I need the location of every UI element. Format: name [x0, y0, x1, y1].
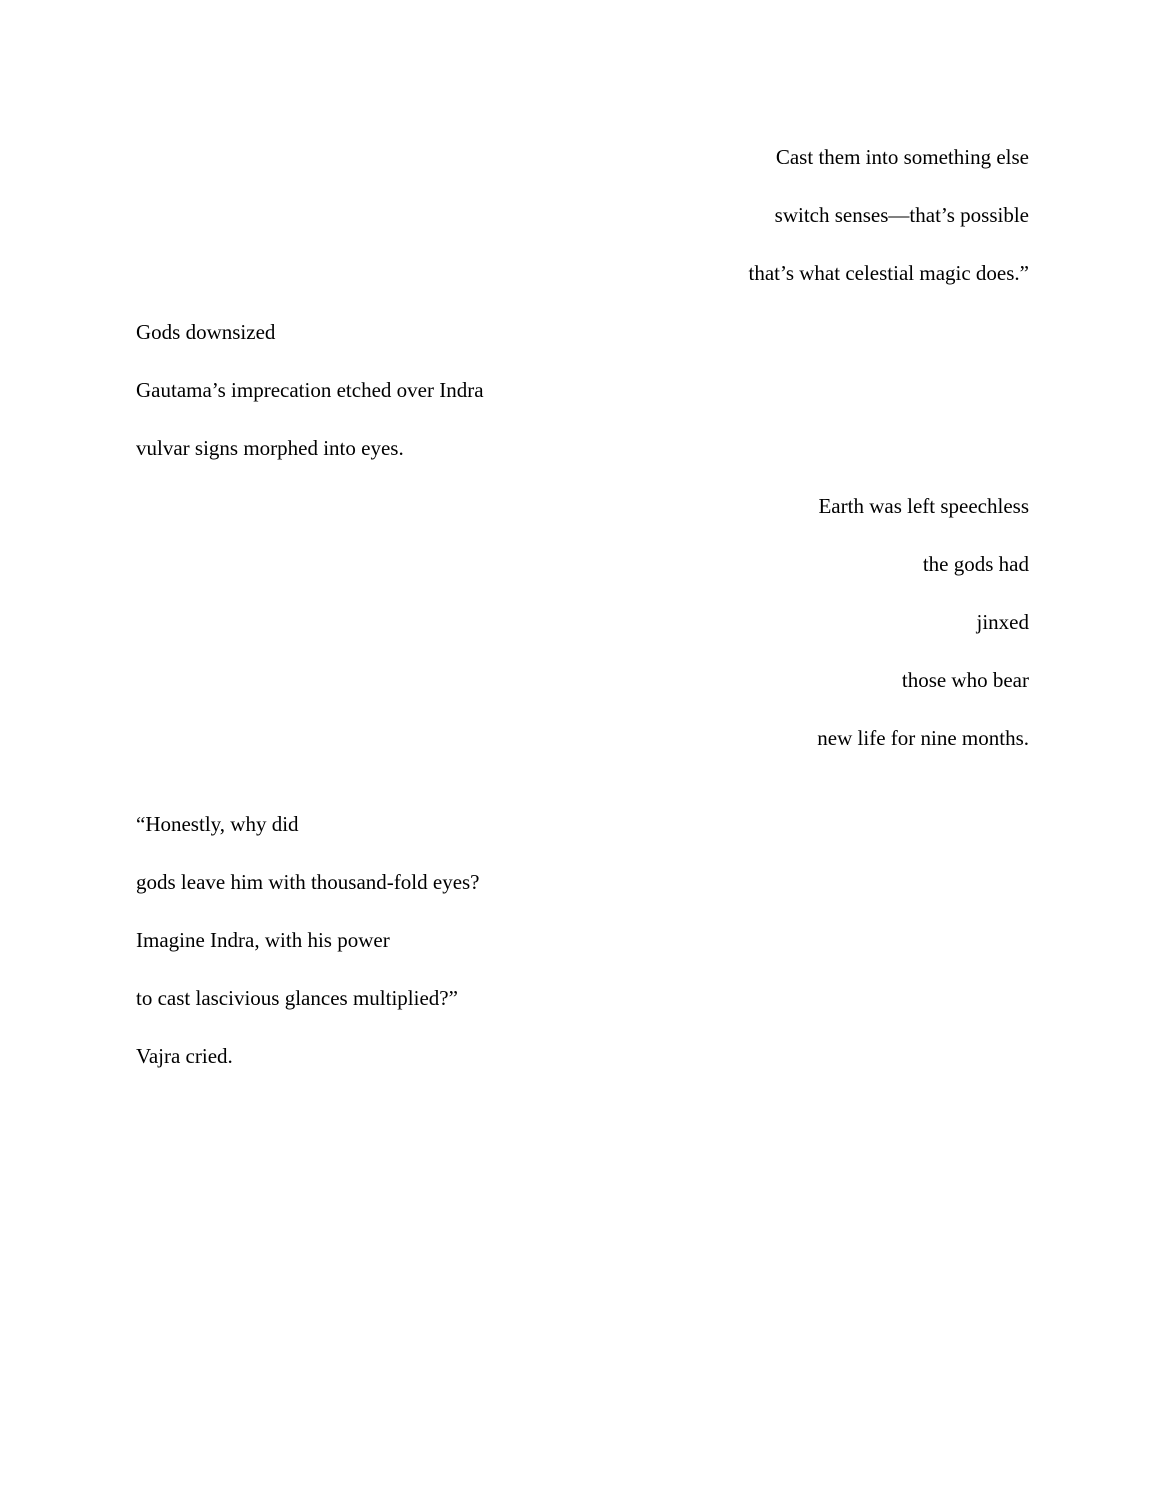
poem-line: “Honestly, why did — [136, 812, 299, 836]
poem-line: switch senses—that’s possible — [774, 203, 1029, 227]
poem-line: the gods had — [922, 552, 1029, 576]
poem-line: gods leave him with thousand-fold eyes? — [136, 870, 480, 894]
poem-line: Gautama’s imprecation etched over Indra — [136, 378, 484, 402]
poem-line: Vajra cried. — [136, 1044, 233, 1068]
poem-line: vulvar signs morphed into eyes. — [136, 436, 404, 460]
poem-line: Gods downsized — [136, 320, 276, 344]
poem-stanza — [136, 303, 484, 477]
poem-line: to cast lascivious glances multiplied?” — [136, 986, 458, 1010]
poem-line: that’s what celestial magic does.” — [748, 261, 1029, 285]
poem-stanza — [817, 477, 1029, 767]
poem-line: new life for nine months. — [817, 726, 1029, 750]
poem-line: Earth was left speechless — [818, 494, 1029, 518]
poem-stanza — [136, 795, 480, 1085]
poem-line: Cast them into something else — [775, 145, 1029, 169]
poem-stanza — [749, 128, 1030, 302]
poem-line: jinxed — [976, 610, 1029, 634]
poem-line: those who bear — [901, 668, 1029, 692]
poem-line: Imagine Indra, with his power — [136, 928, 390, 952]
